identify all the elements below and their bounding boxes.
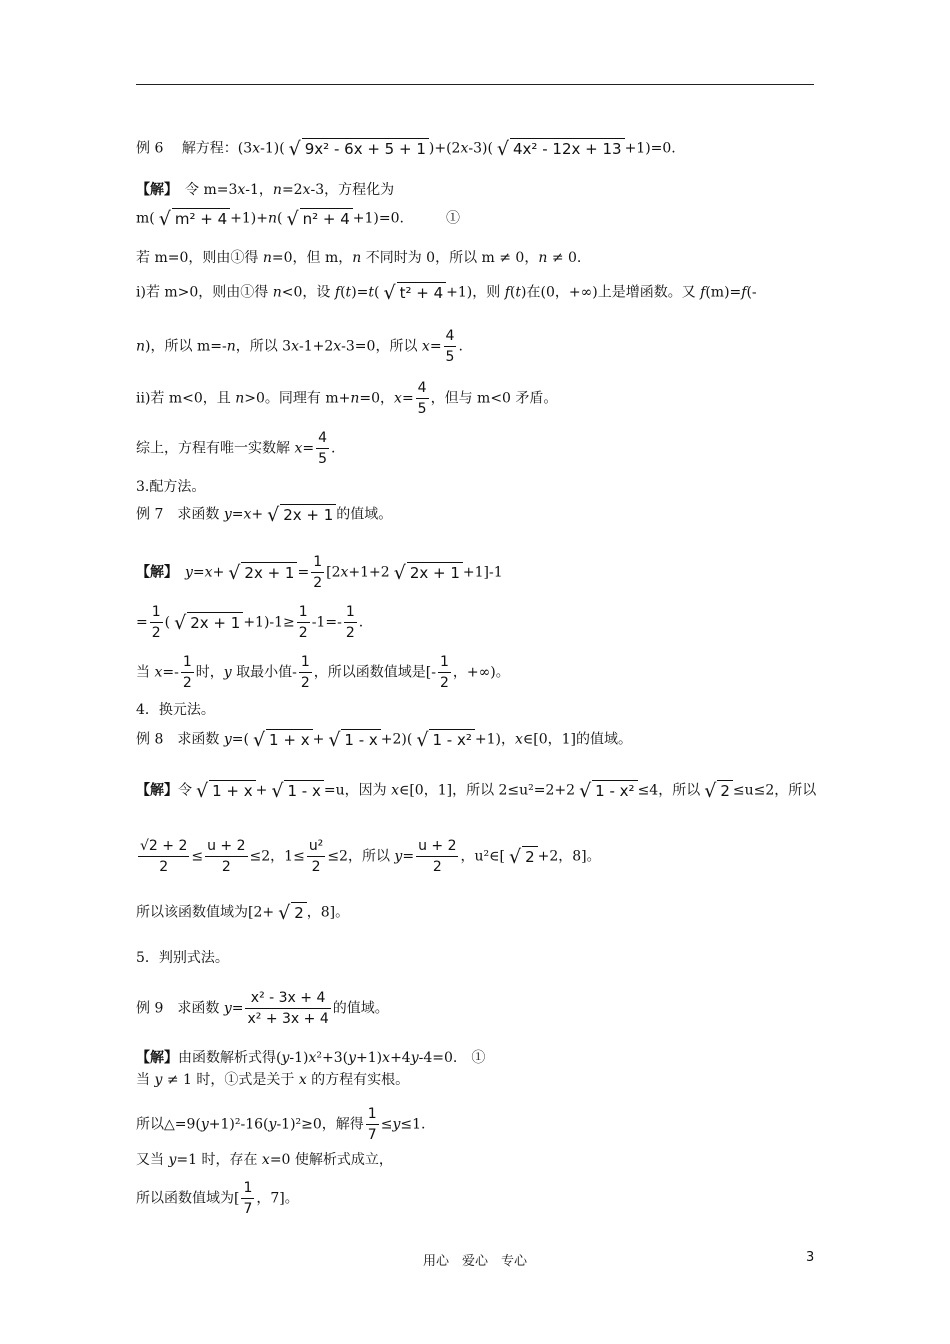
fraction: $\frac{u + 2}{2}$ (418, 838, 457, 875)
header-rule (136, 84, 814, 85)
radical: 2 (522, 846, 538, 867)
example-6-line: 例 6 解方程：(3x-1)( √ 9x² - 6x + 5 + 1 )+(2x-3)( √ 4x² - 12x + 13 +1)=0. (136, 137, 676, 160)
fraction: $\frac{\text{u²}}{2}$ (308, 838, 324, 875)
fraction: $\frac{1}{2}$ (151, 604, 161, 641)
example-9-line: 例 9 求函数 y= $\frac{\text{x² - 3x + 4}}{\text{x² + 3x + 4}}$ 的值域。 (136, 990, 389, 1027)
fraction: $\frac{1}{2}$ (345, 604, 355, 641)
radical: 2x + 1 (187, 612, 243, 633)
radical: 1 - x (284, 780, 323, 801)
solution-8-line-3: 所以该函数值域为[2+ √ 2 ，8]。 (136, 901, 350, 924)
fraction: $\frac{1}{2}$ (439, 654, 449, 691)
method-4-heading: 4．换元法。 (136, 702, 215, 718)
fraction: $\frac{1}{7}$ (367, 1106, 377, 1143)
page-number: 3 (806, 1250, 815, 1265)
solution-9-line-1: 【解】由函数解析式得(y-1)x²+3(y+1)x+4y-4=0. ① (136, 1050, 486, 1066)
method-3-heading: 3.配方法。 (136, 479, 206, 495)
fraction: $\frac{1}{2}$ (298, 604, 308, 641)
example-7-line: 例 7 求函数 y=x+ √ 2x + 1 的值域。 (136, 503, 393, 526)
solution-7-line-2: = $\frac{1}{2}$ ( √ 2x + 1 +1)-1≥ $\frac{1}{2}$ -1=- $\frac{1}{2}$ . (136, 604, 364, 641)
radical: 2 (291, 902, 307, 923)
fraction: $\frac{1}{2}$ (182, 654, 192, 691)
radical: 2x + 1 (241, 562, 297, 583)
radical: 1 - x (341, 729, 380, 750)
fraction: $\frac{1}{2}$ (300, 654, 310, 691)
fraction: $\frac{\text{x² - 3x + 4}}{\text{x² + 3x + 4}}$ (247, 990, 329, 1027)
radical: 1 + x (209, 780, 256, 801)
radical: 4x² - 12x + 13 (510, 138, 625, 159)
case-2-line: ⅱ)若 m<0，且 n>0。同理有 m+n=0，x= $\frac{4}{5}$ ，但与 m<0 矛盾。 (136, 380, 558, 417)
case-zero-line: 若 m=0，则由①得 n=0，但 m，n 不同时为 0，所以 m ≠ 0，n ≠ 0. (136, 250, 582, 266)
equation-1: m( √ m² + 4 +1)+n( √ n² + 4 +1)=0. ① (136, 207, 460, 230)
example-8-line: 例 8 求函数 y=( √ 1 + x + √ 1 - x +2)( √ 1 - x² +1)，x∈[0，1]的值域。 (136, 728, 632, 751)
radical: 2x + 1 (407, 562, 463, 583)
case-1-line: ⅰ)若 m>0，则由①得 n<0，设 f(t)=t( √ t² + 4 +1)，则 f(t)在(0，+∞)上是增函数。又 f(m)=f(- (136, 281, 757, 304)
fraction: $\frac{4}{5}$ (445, 328, 455, 365)
solution-8-line-2: $\frac{√2 + 2}{2}$ ≤ $\frac{u + 2}{2}$ ≤2，1≤ $\frac{\text{u²}}{2}$ ≤2，所以 y= $\frac{u + 2}{2}$ ，u²∈[ √ 2 +2，8]。 (140, 838, 601, 875)
solution-9-line-3: 所以△=9(y+1)²-16(y-1)²≥0，解得 $\frac{1}{7}$ ≤y≤1. (136, 1106, 426, 1143)
radical: 1 - x² (429, 729, 474, 750)
conclusion-6: 综上，方程有唯一实数解 x= $\frac{4}{5}$ . (136, 430, 336, 467)
footer-text: 用心 爱心 专心 (422, 1254, 527, 1269)
fraction: $\frac{1}{2}$ (313, 554, 323, 591)
fraction: $\frac{u + 2}{2}$ (207, 838, 246, 875)
radical: 2 (717, 780, 733, 801)
radical: 2x + 1 (280, 504, 336, 525)
radical: 9x² - 6x + 5 + 1 (302, 138, 429, 159)
fraction: $\frac{√2 + 2}{2}$ (140, 838, 188, 875)
fraction: $\frac{4}{5}$ (318, 430, 328, 467)
solution-7-line-3: 当 x=- $\frac{1}{2}$ 时，y 取最小值- $\frac{1}{2}$ ，所以函数值域是[- $\frac{1}{2}$ ，+∞)。 (136, 654, 510, 691)
fraction: $\frac{1}{7}$ (243, 1180, 253, 1217)
solution-6-intro: 【解】 令 m=3x-1，n=2x-3，方程化为 (136, 182, 395, 198)
radical: t² + 4 (397, 282, 447, 303)
radical: m² + 4 (172, 208, 230, 229)
case-1-continued: n)，所以 m=-n，所以 3x-1+2x-3=0，所以 x= $\frac{4}{5}$ . (136, 328, 463, 365)
radical: 1 + x (266, 729, 313, 750)
solution-8-line-1: 【解】令 √ 1 + x + √ 1 - x =u，因为 x∈[0，1]，所以 2≤u²=2+2 √ 1 - x² ≤4，所以 √ 2 ≤u≤2，所以 (136, 779, 817, 802)
solution-9-line-5: 所以函数值域为[ $\frac{1}{7}$ ，7]。 (136, 1180, 299, 1217)
radical: 1 - x² (592, 780, 637, 801)
solution-9-line-4: 又当 y=1 时，存在 x=0 使解析式成立， (136, 1152, 393, 1168)
radical: n² + 4 (300, 208, 353, 229)
method-5-heading: 5．判别式法。 (136, 950, 229, 966)
solution-9-line-2: 当 y ≠ 1 时，①式是关于 x 的方程有实根。 (136, 1072, 410, 1088)
fraction: $\frac{4}{5}$ (417, 380, 427, 417)
solution-7-line-1: 【解】 y=x+ √ 2x + 1 = $\frac{1}{2}$ [2x+1+2 √ 2x + 1 +1]-1 (136, 554, 503, 591)
